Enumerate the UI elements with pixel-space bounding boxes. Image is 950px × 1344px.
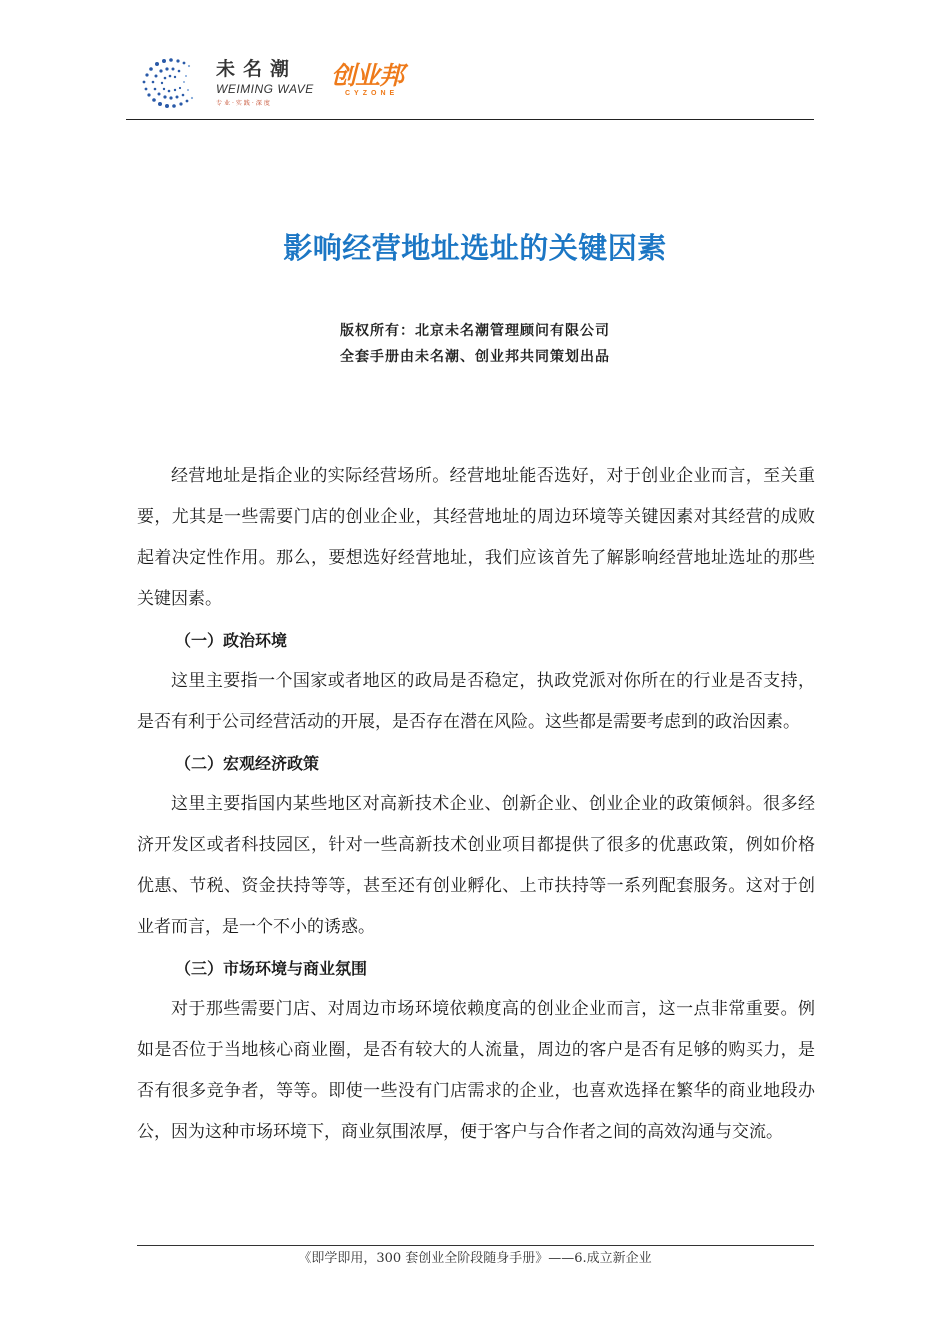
copyright-line-1: 版权所有：北京未名潮管理顾问有限公司 (340, 323, 610, 339)
document-title: 影响经营地址选址的关键因素 (283, 231, 667, 265)
cyzone-name-en: CYZONE (345, 90, 399, 97)
footer-divider (137, 1245, 814, 1246)
cyzone-logo (331, 62, 403, 97)
section-text-market: 对于那些需要门店、对周边市场环境依赖度高的创业企业而言，这一点非常重要。例如是否位于当地核心商业圈，是否有较大的人流量，周边的客户是否有足够的购买力，是否有很多竞争者，等等。即使一些没有门店需求的企业，也喜欢选择在繁华的商业地段办公，因为这种市场环境下，商业氛围浓厚，便于客户与合作者之间的高效沟通与交流。 (137, 999, 815, 1142)
weiming-slogan: 专业·实践·深度 (216, 100, 272, 107)
section-heading-market: （三）市场环境与商业氛围 (175, 959, 368, 978)
cyzone-name-cn: 创业邦 (331, 61, 404, 90)
intro-paragraph: 经营地址是指企业的实际经营场所。经营地址能否选好，对于创业企业而言，至关重要，尤其是一些需要门店的创业企业，其经营地址的周边环境等关键因素对其经营的成败起着决定性作用。那么，要想选好经营地址，我们应该首先了解影响经营地址选址的那些关键因素。 (137, 466, 815, 609)
page-header (126, 44, 814, 120)
document-body (137, 456, 815, 1153)
header-divider (126, 119, 814, 120)
section-text-economic-policy: 这里主要指国内某些地区对高新技术企业、创新企业、创业企业的政策倾斜。很多经济开发区或者科技园区，针对一些高新技术创业项目都提供了很多的优惠政策，例如价格优惠、节税、资金扶持等等，甚至还有创业孵化、上市扶持等一系列配套服务。这对于创业者而言，是一个不小的诱惑。 (137, 794, 815, 937)
section-heading-economic-policy: （二）宏观经济政策 (175, 754, 320, 773)
weiming-brand (216, 58, 314, 107)
weiming-wave-logo-icon (134, 52, 214, 114)
page-footer: 《即学即用，300 套创业全阶段随身手册》——6.成立新企业 (298, 1251, 652, 1266)
copyright-line-2: 全套手册由未名潮、创业邦共同策划出品 (340, 349, 610, 365)
copyright-block (0, 318, 950, 370)
section-heading-politics: （一）政治环境 (175, 631, 288, 650)
section-text-politics: 这里主要指一个国家或者地区的政局是否稳定，执政党派对你所在的行业是否支持，是否有利于公司经营活动的开展，是否存在潜在风险。这些都是需要考虑到的政治因素。 (137, 671, 815, 732)
weiming-name-cn: 未名潮 (216, 58, 298, 80)
weiming-name-en: WEIMING WAVE (216, 82, 314, 96)
